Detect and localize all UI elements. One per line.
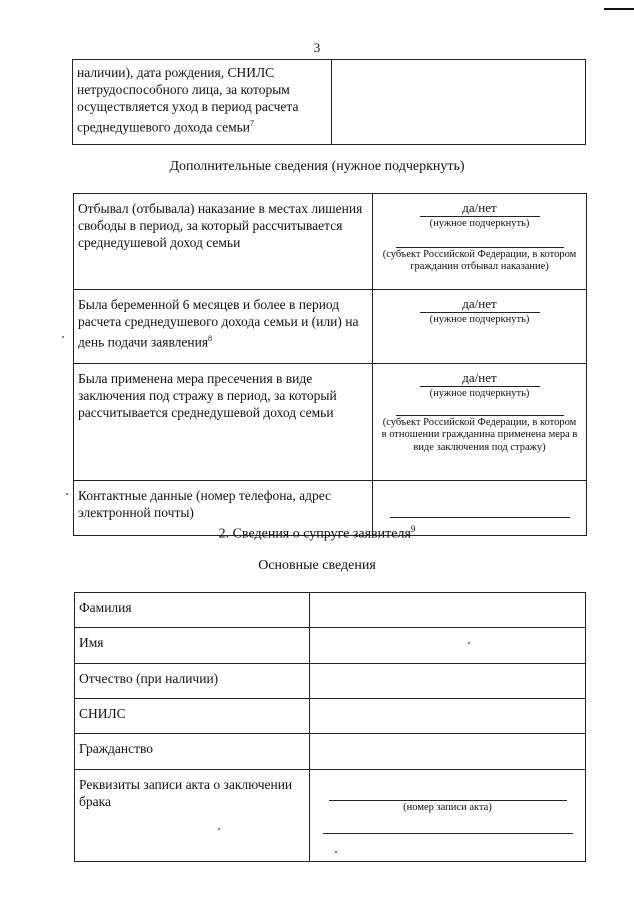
custody-label: Была применена мера пресечения в виде заключения под стражу в период, за который рассчитывается среднедушевой доход семьи bbox=[74, 364, 373, 481]
record-number-hint: (номер записи акта) bbox=[403, 802, 492, 813]
spouse-title-text: 2. Сведения о супруге заявителя bbox=[218, 526, 411, 542]
table-row bbox=[73, 60, 586, 145]
scan-speck bbox=[66, 493, 68, 495]
hint-text: (нужное подчеркнуть) bbox=[429, 218, 530, 229]
table-row bbox=[75, 664, 586, 699]
hint-text: (нужное подчеркнуть) bbox=[429, 314, 530, 325]
patronymic-label: Отчество (при наличии) bbox=[75, 664, 310, 699]
snils-label: СНИЛС bbox=[75, 699, 310, 734]
pregnancy-label-cell bbox=[74, 290, 373, 364]
patronymic-input[interactable] bbox=[310, 664, 586, 699]
region-input-line[interactable] bbox=[396, 231, 564, 248]
pregnancy-field[interactable] bbox=[373, 290, 587, 364]
spouse-info-table bbox=[74, 592, 586, 862]
table-row bbox=[75, 734, 586, 770]
additional-info-title: Дополнительные сведения (нужное подчеркнуть) bbox=[169, 159, 465, 174]
imprisonment-label: Отбывал (отбывала) наказание в местах лишения свободы в период, за который рассчитывается среднедушевой доход семьи bbox=[74, 194, 373, 290]
yes-no-option[interactable]: да/нет bbox=[420, 296, 540, 313]
footnote-7: 7 bbox=[250, 119, 255, 128]
table-row bbox=[74, 194, 587, 290]
name-input[interactable] bbox=[310, 628, 586, 664]
yes-no-option[interactable]: да/нет bbox=[420, 370, 540, 387]
marriage-record-label: Реквизиты записи акта о заключении брака bbox=[75, 770, 310, 862]
surname-label: Фамилия bbox=[75, 593, 310, 628]
custody-field[interactable] bbox=[373, 364, 587, 481]
citizenship-label: Гражданство bbox=[75, 734, 310, 770]
table-row bbox=[74, 364, 587, 481]
region-input-line[interactable] bbox=[396, 401, 564, 416]
speck bbox=[468, 642, 470, 644]
page-number: 3 bbox=[313, 40, 321, 55]
continuation-value-cell[interactable] bbox=[332, 60, 586, 145]
scan-speck bbox=[218, 828, 220, 830]
scan-speck bbox=[62, 336, 64, 338]
sub-hint-text: (субъект Российской Федерации, в котором в отношении гражданина применена мера в виде заключения под стражу) bbox=[381, 416, 578, 453]
imprisonment-field[interactable] bbox=[373, 194, 587, 290]
footnote-9: 9 bbox=[410, 524, 416, 534]
marriage-record-field[interactable] bbox=[310, 770, 586, 862]
spouse-section-title bbox=[0, 524, 634, 543]
hint-text: (нужное подчеркнуть) bbox=[429, 388, 530, 399]
table-row bbox=[75, 699, 586, 734]
continuation-table bbox=[72, 59, 586, 145]
contact-label: Контактные данные (номер телефона, адрес электронной почты) bbox=[74, 481, 373, 536]
record-number-line[interactable] bbox=[329, 770, 567, 801]
yes-no-option[interactable]: да/нет bbox=[420, 200, 540, 217]
table-row bbox=[75, 770, 586, 862]
additional-info-table bbox=[73, 193, 587, 536]
citizenship-input[interactable] bbox=[310, 734, 586, 770]
record-date-line[interactable] bbox=[323, 813, 573, 834]
basic-info-subtitle: Основные сведения bbox=[258, 558, 376, 573]
table-row bbox=[75, 628, 586, 664]
footnote-8: 8 bbox=[208, 334, 213, 343]
table-row bbox=[75, 593, 586, 628]
contact-input-line[interactable] bbox=[390, 487, 570, 518]
corner-mark bbox=[604, 8, 634, 10]
pregnancy-label: Была беременной 6 месяцев и более в период расчета среднедушевого дохода семьи и (или) на день подачи заявления bbox=[78, 297, 359, 350]
table-row bbox=[74, 290, 587, 364]
surname-input[interactable] bbox=[310, 593, 586, 628]
sub-hint-text: (субъект Российской Федерации, в котором гражданин отбывал наказание) bbox=[382, 248, 577, 272]
continuation-label: наличии), дата рождения, СНИЛС нетрудоспособного лица, за которым осуществляется уход в период расчета среднедушевого дохода семьи bbox=[77, 65, 299, 135]
snils-input[interactable] bbox=[310, 699, 586, 734]
continuation-label-cell bbox=[73, 60, 332, 145]
name-label: Имя bbox=[75, 628, 310, 664]
scan-speck bbox=[335, 851, 337, 853]
